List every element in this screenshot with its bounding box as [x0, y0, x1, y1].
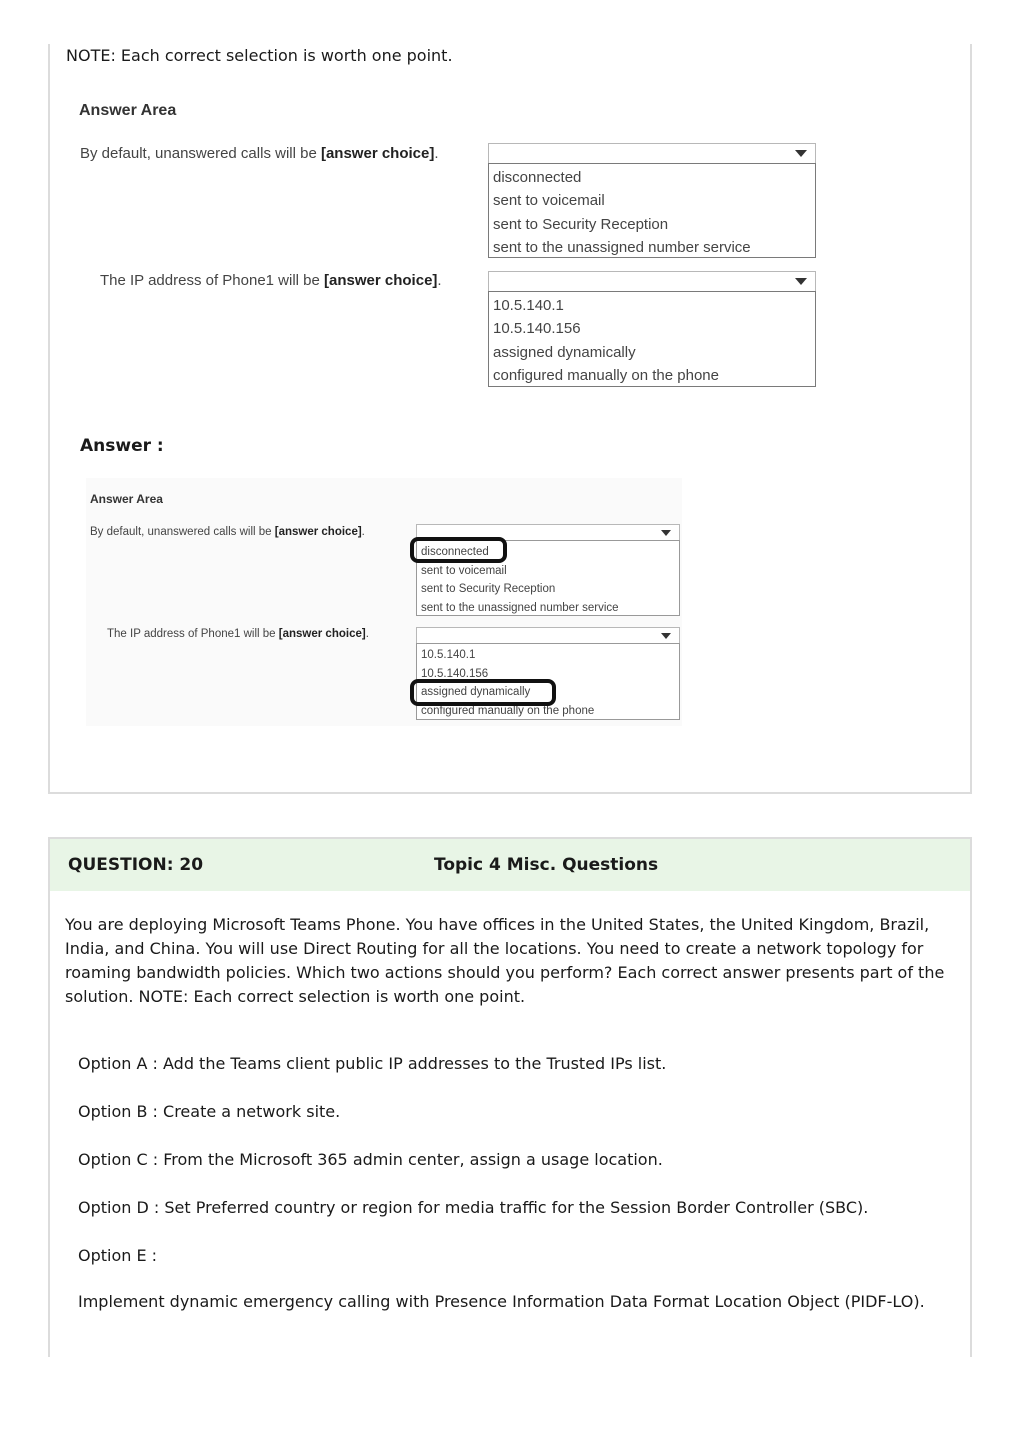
answer-image-question-1: By default, unanswered calls will be [answer choice]. — [90, 526, 365, 538]
question-number: QUESTION: 20 — [68, 855, 204, 875]
dropdown-1-option[interactable]: sent to the unassigned number service — [493, 238, 751, 256]
option-c[interactable]: Option C : From the Microsoft 365 admin center, assign a usage location. — [78, 1150, 663, 1169]
dropdown-2-option[interactable]: assigned dynamically — [493, 343, 636, 361]
answer-image-question-2: The IP address of Phone1 will be [answer choice]. — [107, 628, 369, 640]
answer-image-option: configured manually on the phone — [421, 704, 595, 717]
chevron-down-icon — [661, 530, 671, 536]
selected-answer-1-highlight — [410, 537, 507, 563]
option-e-text: Implement dynamic emergency calling with Presence Information Data Format Location Object (PIDF-LO). — [78, 1292, 925, 1311]
answer-image-option: sent to the unassigned number service — [421, 601, 619, 614]
dropdown-2[interactable] — [488, 271, 816, 292]
answer-area-title: Answer Area — [79, 102, 177, 119]
question-text: You are deploying Microsoft Teams Phone. You have offices in the United States, the United Kingdom, Brazil, India, and China. You will use Direct Routing for all the locations. You need to create a network topology for roaming bandwidth policies. Which two actions should you perform? Each correct answer presents part of the solution. NOTE: Each correct selection is worth one point. — [65, 915, 945, 1006]
dropdown-2-option[interactable]: 10.5.140.156 — [493, 320, 581, 338]
answer-image-title: Answer Area — [90, 492, 163, 506]
dropdown-2-list — [488, 291, 816, 387]
dropdown-1[interactable] — [488, 143, 816, 164]
answer-image-option: assigned dynamically — [421, 686, 531, 699]
previous-question-card — [48, 44, 972, 794]
question-card — [48, 837, 972, 1357]
dropdown-2-option[interactable]: 10.5.140.1 — [493, 297, 564, 314]
chevron-down-icon — [795, 150, 807, 157]
option-e[interactable]: Option E : — [78, 1246, 158, 1265]
option-b[interactable]: Option B : Create a network site. — [78, 1102, 341, 1121]
answer-area-question-2: The IP address of Phone1 will be [answer choice]. — [100, 272, 442, 289]
dropdown-1-option[interactable]: sent to voicemail — [493, 192, 605, 210]
note-text: NOTE: Each correct selection is worth one point. — [66, 46, 453, 65]
answer-image-option: disconnected — [421, 546, 489, 558]
dropdown-1-option[interactable]: disconnected — [493, 169, 582, 186]
answer-image-option: sent to voicemail — [421, 564, 507, 577]
answer-image-dropdown-2 — [416, 627, 680, 644]
selected-answer-2-highlight — [410, 679, 556, 706]
dropdown-1-option[interactable]: sent to Security Reception — [493, 215, 669, 233]
answer-image-option: 10.5.140.1 — [421, 649, 476, 661]
answer-area-question-1: By default, unanswered calls will be [answer choice]. — [80, 145, 439, 162]
dropdown-1-list — [488, 163, 816, 258]
option-a[interactable]: Option A : Add the Teams client public IP addresses to the Trusted IPs list. — [78, 1054, 667, 1073]
question-topic: Topic 4 Misc. Questions — [434, 855, 659, 875]
answer-image-option: sent to Security Reception — [421, 583, 556, 596]
dropdown-2-option[interactable]: configured manually on the phone — [493, 366, 719, 384]
option-d[interactable]: Option D : Set Preferred country or region for media traffic for the Session Border Controller (SBC). — [78, 1198, 869, 1217]
answer-image-option: 10.5.140.156 — [421, 667, 489, 680]
chevron-down-icon — [661, 633, 671, 639]
answer-label: Answer : — [80, 436, 164, 456]
chevron-down-icon — [795, 278, 807, 285]
question-header — [50, 839, 970, 891]
